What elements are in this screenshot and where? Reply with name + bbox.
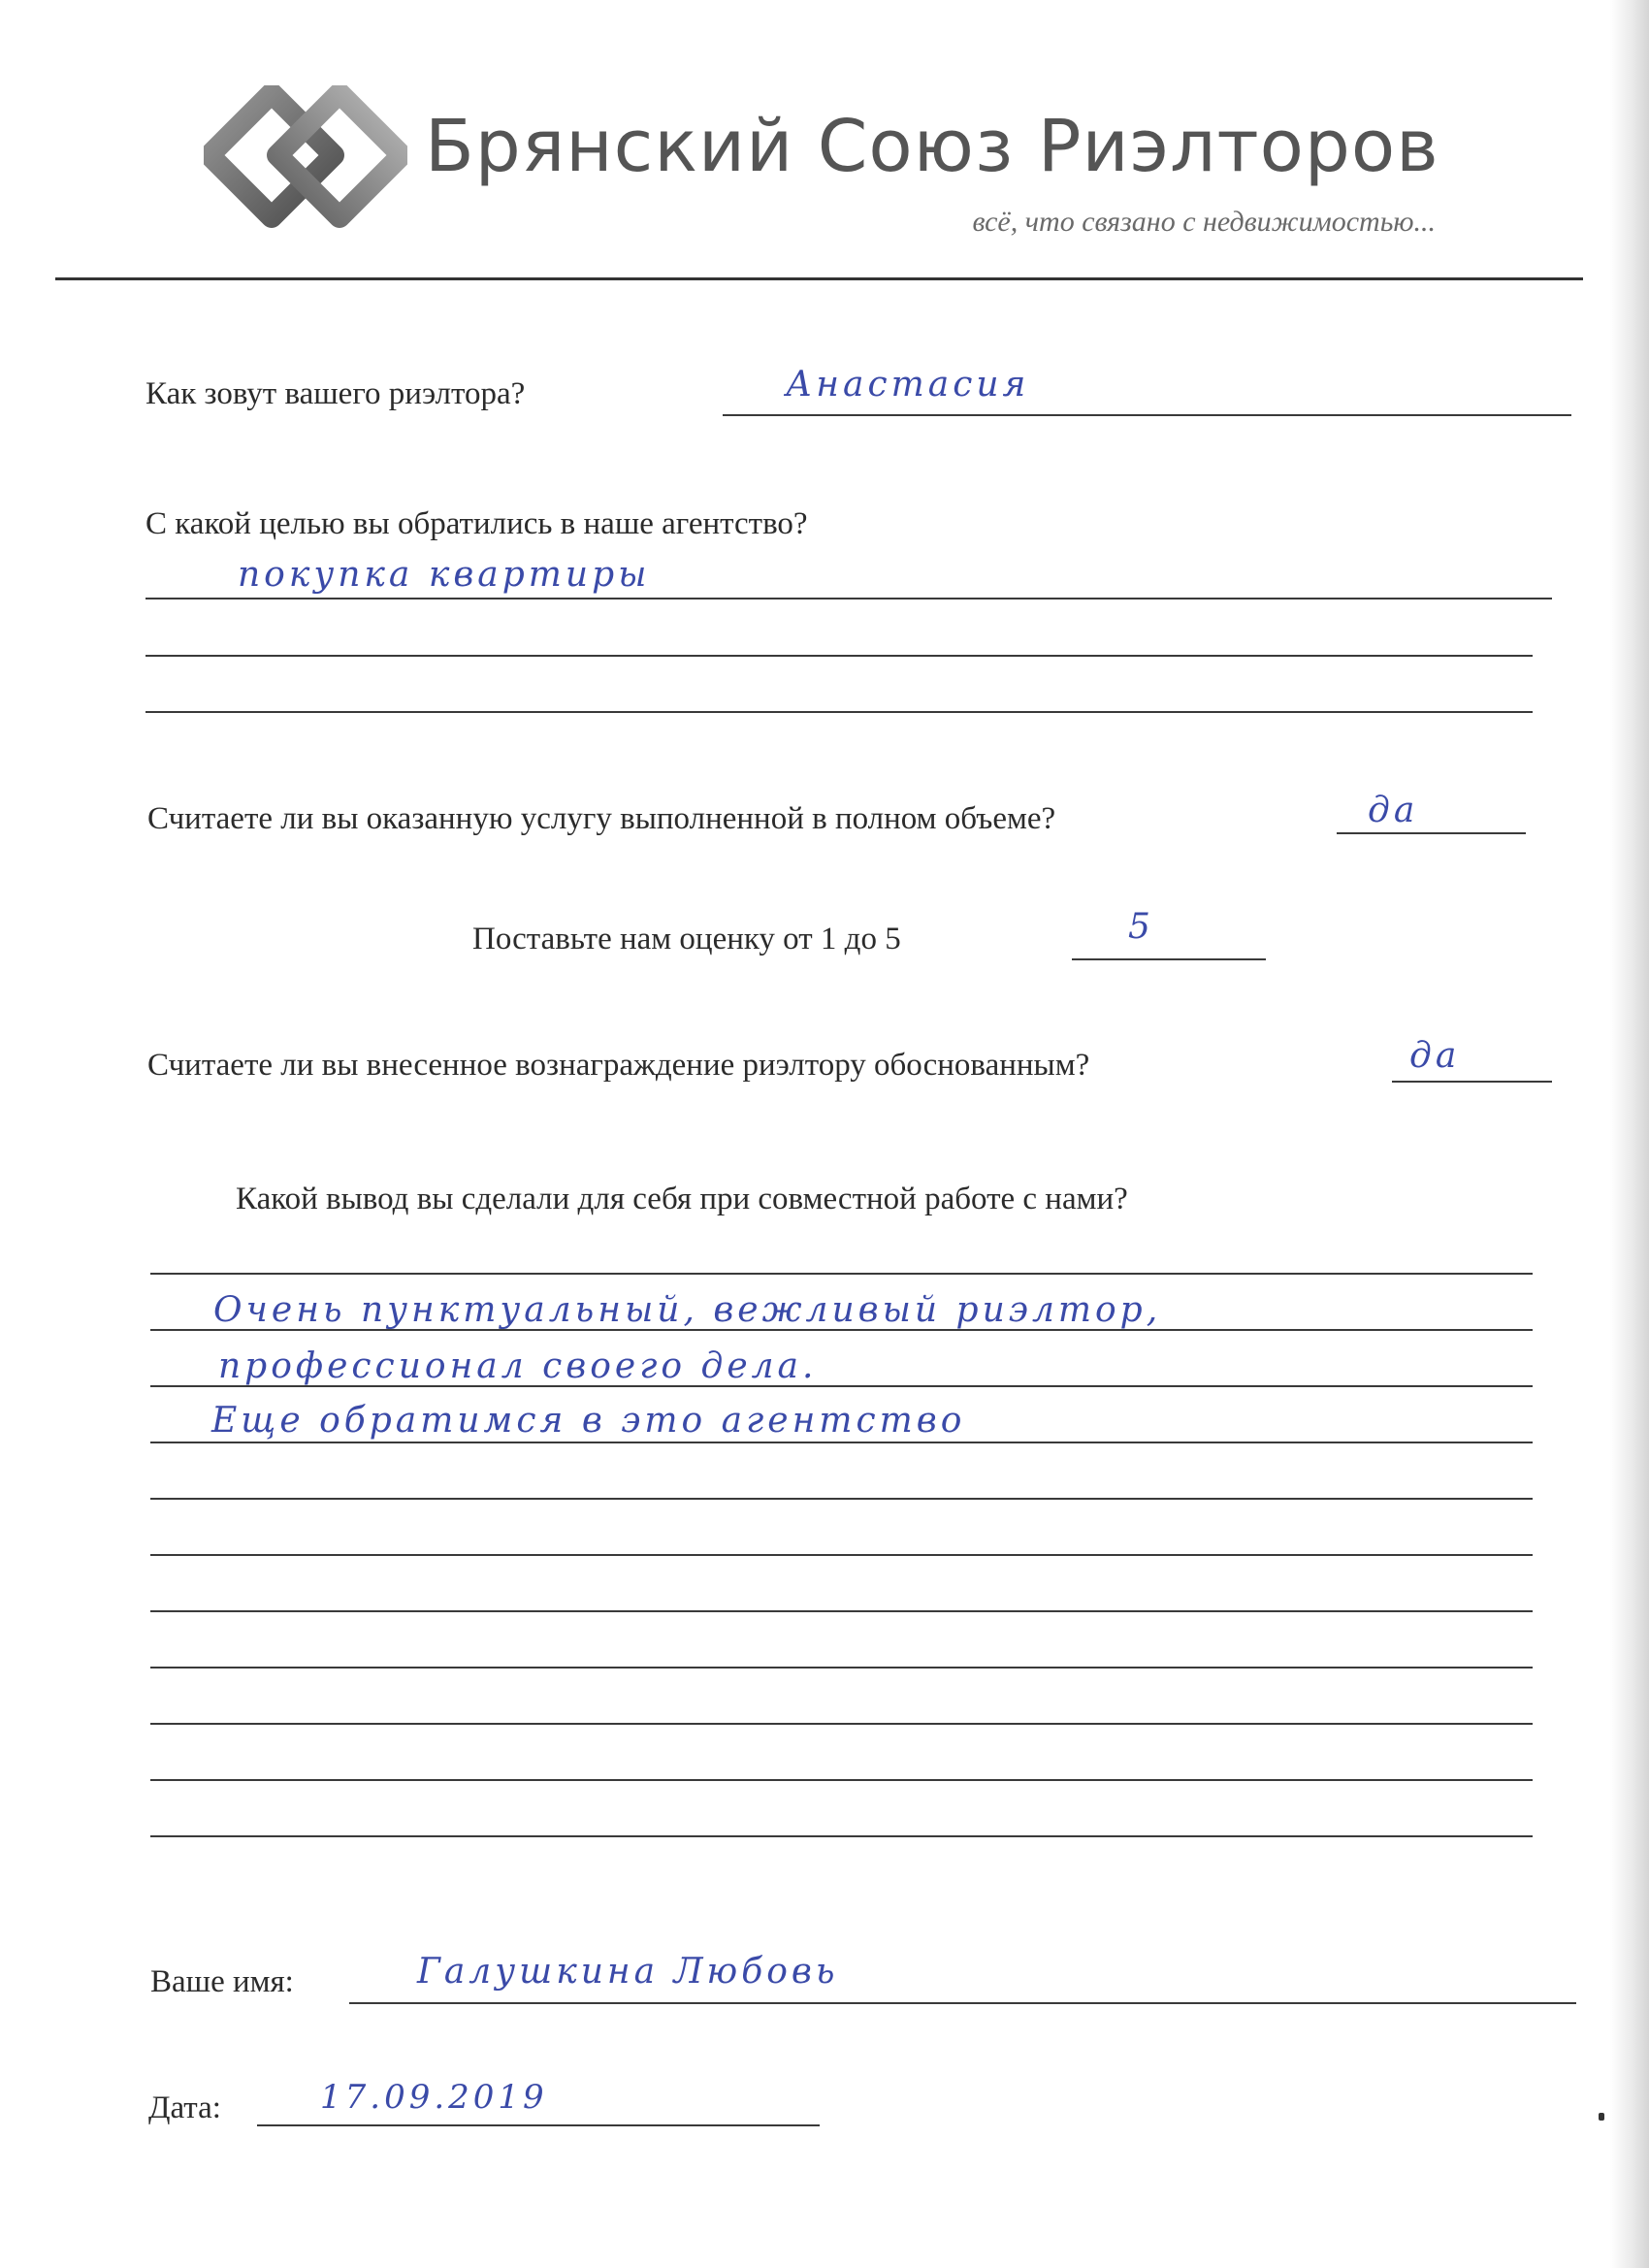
answer-date: 17.09.2019 (320, 2078, 548, 2117)
answer-line (150, 1554, 1533, 1556)
answer-line (150, 1385, 1533, 1387)
answer-line (150, 1667, 1533, 1669)
answer-conclusion-line-1: Очень пунктуальный, вежливый риэлтор, (213, 1290, 1162, 1330)
answer-conclusion-line-2: профессионал своего дела. (218, 1346, 818, 1386)
question-fee-justified: Считаете ли вы внесенное вознаграждение риэлтору обоснованным? (147, 1048, 1090, 1083)
answer-line (146, 598, 1552, 599)
brand-logo-icon (204, 85, 407, 231)
brand-name: Брянский Союз Риэлторов (425, 105, 1439, 188)
question-purpose: С какой целью вы обратились в наше агентство? (146, 506, 808, 541)
label-your-name: Ваше имя: (150, 1964, 294, 1999)
answer-line (723, 414, 1571, 416)
answer-line (150, 1273, 1533, 1275)
question-conclusion: Какой вывод вы сделали для себя при совместной работе с нами? (236, 1182, 1128, 1216)
answer-conclusion-line-3: Еще обратимся в это агентство (211, 1401, 966, 1441)
answer-line (1072, 958, 1266, 960)
brand-slogan: всё, что связано с недвижимостью... (972, 206, 1436, 238)
question-rating: Поставьте нам оценку от 1 до 5 (472, 922, 901, 956)
answer-rating: 5 (1128, 907, 1154, 947)
answer-line (146, 655, 1533, 657)
answer-line (150, 1610, 1533, 1612)
answer-realtor-name: Анастасия (786, 365, 1030, 405)
label-date: Дата: (148, 2090, 221, 2125)
answer-line (150, 1498, 1533, 1500)
answer-line (150, 1329, 1533, 1331)
answer-line (150, 1835, 1533, 1837)
question-service-complete: Считаете ли вы оказанную услугу выполненной в полном объеме? (147, 801, 1056, 836)
answer-line (349, 2002, 1576, 2004)
answer-your-name: Галушкина Любовь (417, 1952, 839, 1992)
answer-line (150, 1723, 1533, 1725)
answer-line (1337, 832, 1526, 834)
answer-fee-justified: да (1409, 1036, 1461, 1076)
scan-speck (1599, 2113, 1604, 2121)
answer-line (257, 2124, 820, 2126)
answer-service-complete: да (1368, 791, 1419, 830)
answer-purpose: покупка квартиры (238, 555, 651, 595)
answer-line (1392, 1081, 1552, 1083)
scan-edge-shadow (1610, 0, 1649, 2268)
answer-line (150, 1779, 1533, 1781)
question-realtor-name: Как зовут вашего риэлтора? (146, 376, 526, 411)
answer-line (150, 1442, 1533, 1443)
header-divider (55, 277, 1583, 280)
answer-line (146, 711, 1533, 713)
